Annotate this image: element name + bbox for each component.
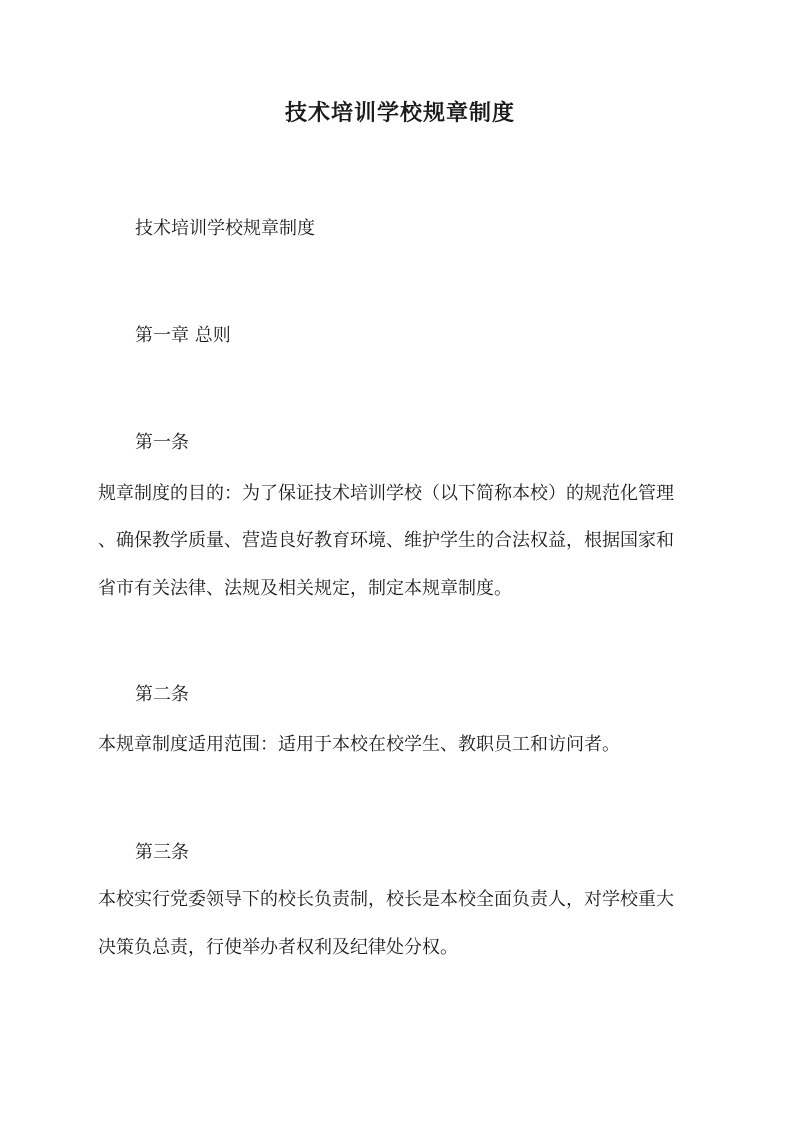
article-3-heading: 第三条: [135, 842, 189, 863]
article-1-line-3: 省市有关法律、法规及相关规定，制定本规章制度。: [98, 578, 512, 599]
article-2-line-1: 本规章制度适用范围：适用于本校在校学生、教职员工和访问者。: [98, 734, 620, 755]
article-1-line-1: 规章制度的目的：为了保证技术培训学校（以下简称本校）的规范化管理: [98, 483, 674, 504]
chapter-heading: 第一章 总则: [135, 325, 231, 346]
article-3-line-2: 决策负总责，行使举办者权利及纪律处分权。: [98, 937, 458, 958]
article-3-line-1: 本校实行党委领导下的校长负责制，校长是本校全面负责人，对学校重大: [98, 889, 674, 910]
article-1-line-2: 、确保教学质量、营造良好教育环境、维护学生的合法权益，根据国家和: [98, 530, 674, 551]
document-subtitle: 技术培训学校规章制度: [135, 218, 315, 239]
article-2-heading: 第二条: [135, 684, 189, 705]
article-1-heading: 第一条: [135, 432, 189, 453]
document-title: 技术培训学校规章制度: [284, 100, 515, 126]
